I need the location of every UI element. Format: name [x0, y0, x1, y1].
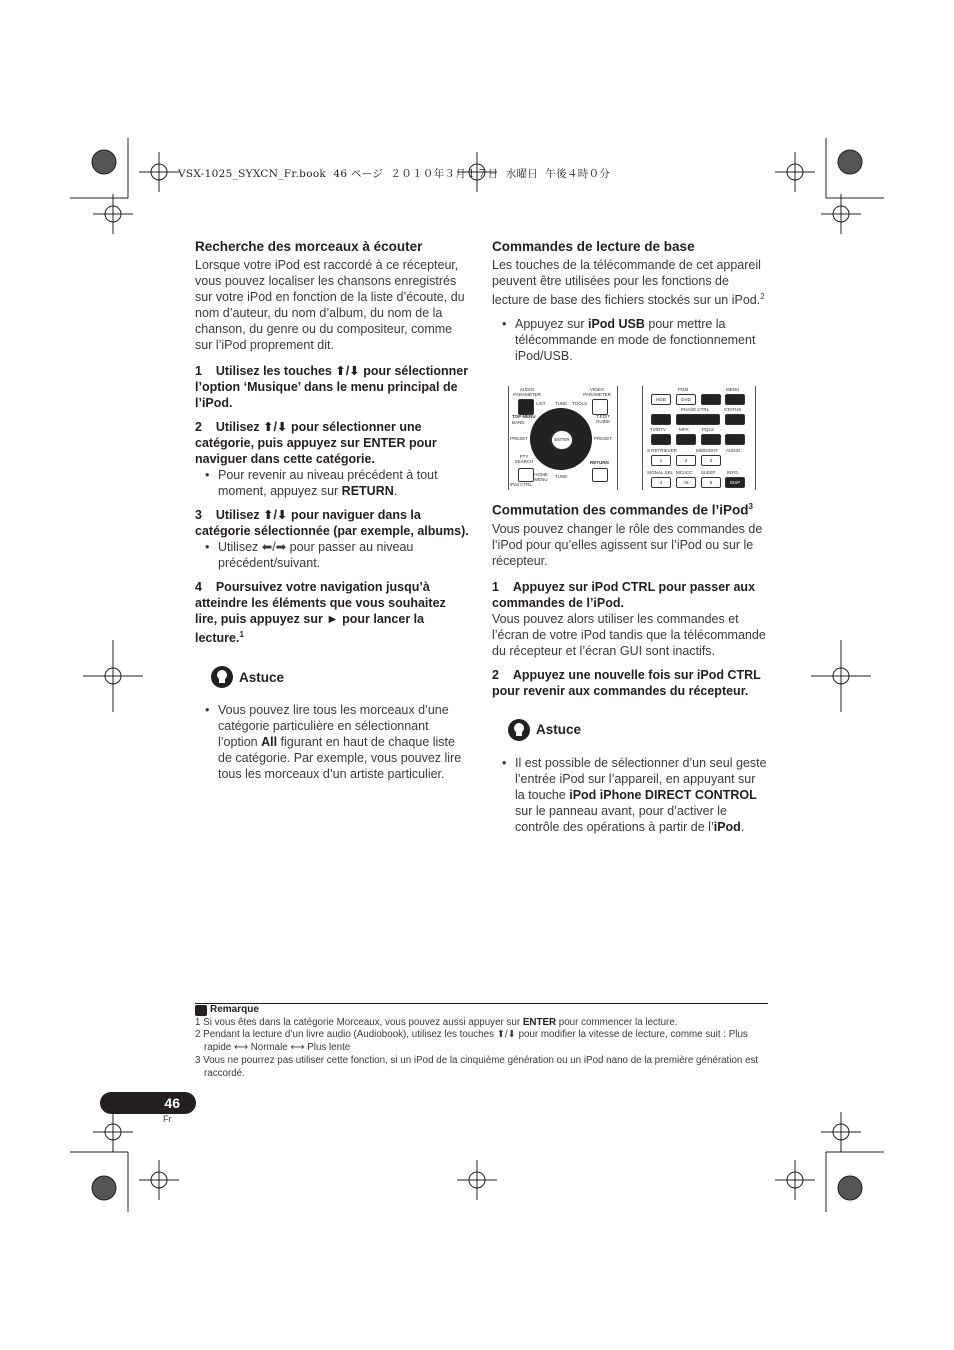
pty-button[interactable] — [518, 468, 534, 482]
footnote-3: 3 Vous ne pourrez pas utiliser cette fonction, si un iPod de la cinquième génération ou un iPod nano de la première génération est raccordé. — [195, 1054, 759, 1079]
hdd-button[interactable]: HDD — [651, 394, 671, 405]
disp-button[interactable]: DISP — [725, 477, 745, 488]
remote-control-diagram: AUDIO PARAMETER VIDEO PARAMETER LIST TUNE TOOLS TOP MENU BAND T.EDIT GUIDE PRESET PRESET ENTER PTY SEARCH HOME MENU TUNE RETURN iPod CTRL PGM MENU HDD DVD PHASE CTRL STATUS TV/DTV MPX PQLS S.RETRIEVER MIDNIGHT AUDIO 1 2 3 SIGNAL SEL MCACC SLEEP INFO 4 >5 6 DISP — [508, 386, 756, 490]
step-4: 4 Poursuivez votre navigation jusqu’à atteindre les éléments que vous souhaitez lire, puis appuyez sur ► pour lancer la lecture.$^1$ — [195, 580, 446, 646]
step-2: 2 Utilisez ⬆/⬇ pour sélectionner une catégorie, puis appuyez sur ENTER pour naviguer dans cette catégorie. — [195, 420, 437, 466]
left-column — [195, 238, 471, 782]
stop-button[interactable] — [701, 434, 721, 445]
step-ipod-ctrl-2: 2 Appuyez une nouvelle fois sur iPod CTRL pour revenir aux commandes du récepteur. — [492, 667, 761, 698]
intro-commandes: Les touches de la télécommande de cet appareil peuvent être utilisées pour les fonctions de lecture de base des fichiers stockés sur un iPod.$^2$ — [492, 258, 765, 308]
number-1-button[interactable]: 1 — [651, 455, 671, 466]
ipod-usb-bullet: • Appuyez sur iPod USB pour mettre la télécommande en mode de fonctionnement iPod/USB. — [492, 316, 768, 364]
return-button[interactable] — [592, 468, 608, 482]
intro-paragraph: Lorsque votre iPod est raccordé à ce récepteur, vous pouvez localiser les chansons enregistrés sur votre iPod en fonction de la liste d’écoute, du nom d’auteur, du nom d’album, du nom de la chanson, du genre ou du compositeur, comme sur l’iPod proprement dit. — [195, 258, 465, 352]
previous-button[interactable] — [651, 434, 671, 445]
play-pause-button[interactable] — [676, 414, 720, 425]
pause-button[interactable] — [676, 434, 696, 445]
repeat-button[interactable] — [701, 394, 721, 405]
page-number: 46 — [100, 1092, 196, 1114]
number-2-button[interactable]: 2 — [676, 455, 696, 466]
footnote-1: 1 Si vous êtes dans la catégorie Morceaux, vous pouvez aussi appuyer sur ENTER pour commencer la lecture. — [195, 1016, 678, 1028]
right-column — [492, 238, 768, 835]
step-3: 3 Utilisez ⬆/⬇ pour naviguer dans la catégorie sélectionnée (par exemple, albums). — [195, 508, 469, 538]
step-1: 1 Utilisez les touches ⬆/⬇ pour sélectionner l’option ‘Musique’ dans le menu principal de l’iPod. — [195, 364, 469, 410]
fast-forward-button[interactable] — [725, 414, 745, 425]
number-4-button[interactable]: 4 — [651, 477, 671, 488]
tip-heading-right: Astuce — [508, 719, 768, 741]
step-ipod-ctrl-1-text: Vous pouvez alors utiliser les commandes et l’écran de votre iPod tandis que la télécommande du récepteur et l’écran GUI sont inactifs. — [492, 611, 766, 658]
audio-param-button[interactable] — [518, 399, 534, 415]
step-ipod-ctrl-1: 1 Appuyez sur iPod CTRL pour passer aux commandes de l’iPod. — [492, 579, 756, 610]
footnotes — [195, 1003, 770, 1080]
page-language: Fr — [163, 1114, 172, 1124]
notes-heading: Remarque — [195, 1004, 770, 1017]
enter-button[interactable]: ENTER — [551, 430, 573, 450]
step-2-bullet: • Pour revenir au niveau précédent à tout moment, appuyez sur RETURN. — [195, 467, 471, 499]
shuffle-button[interactable] — [725, 394, 745, 405]
tip-bullet-right: • Il est possible de sélectionner d’un seul geste l’entrée iPod sur l’appareil, en appuyant sur la touche iPod iPhone DIRECT CONTROL sur le panneau avant, pour d’activer le contrôle des opérations à partir de l’iPod. — [492, 755, 768, 835]
lightbulb-icon — [508, 719, 530, 741]
section-title-commutation: Commutation des commandes de l’iPod$^3$ — [492, 502, 753, 518]
footnote-2: 2 Pendant la lecture d’un livre audio (Audiobook), utilisez les touches ⬆/⬇ pour modifier la vitesse de lecture, comme suit : Plus rapide ⟷ Normale ⟷ Plus lente — [195, 1029, 748, 1054]
step-3-bullet: • Utilisez ⬅/➡ pour passer au niveau précédent/suivant. — [195, 539, 471, 571]
section-title-commandes: Commandes de lecture de base — [492, 239, 695, 254]
video-param-button[interactable] — [592, 399, 608, 415]
number-3-button[interactable]: 3 — [701, 455, 721, 466]
intro-commutation: Vous pouvez changer le rôle des commandes de l’iPod pour qu’elles agissent sur l’iPod ou sur le récepteur. — [492, 521, 763, 568]
note-icon — [195, 1005, 207, 1016]
dvd-button[interactable]: DVD — [676, 394, 696, 405]
rewind-button[interactable] — [651, 414, 671, 425]
number-6-button[interactable]: 6 — [701, 477, 721, 488]
number-5-button[interactable]: >5 — [676, 477, 696, 488]
next-button[interactable] — [725, 434, 745, 445]
file-header: VSX-1025_SYXCN_Fr.book 46 ページ ２０１０年３月１７日 水曜日 午後４時０分 — [178, 168, 611, 180]
tip-bullet: • Vous pouvez lire tous les morceaux d’une catégorie particulière en sélectionnant l’option All figurant en haut de chaque liste de catégorie. Par exemple, vous pouvez lire tous les morceaux d’un artiste particulier. — [195, 702, 471, 782]
section-title-recherche: Recherche des morceaux à écouter — [195, 239, 423, 254]
tip-heading: Astuce — [211, 666, 471, 688]
lightbulb-icon — [211, 666, 233, 688]
